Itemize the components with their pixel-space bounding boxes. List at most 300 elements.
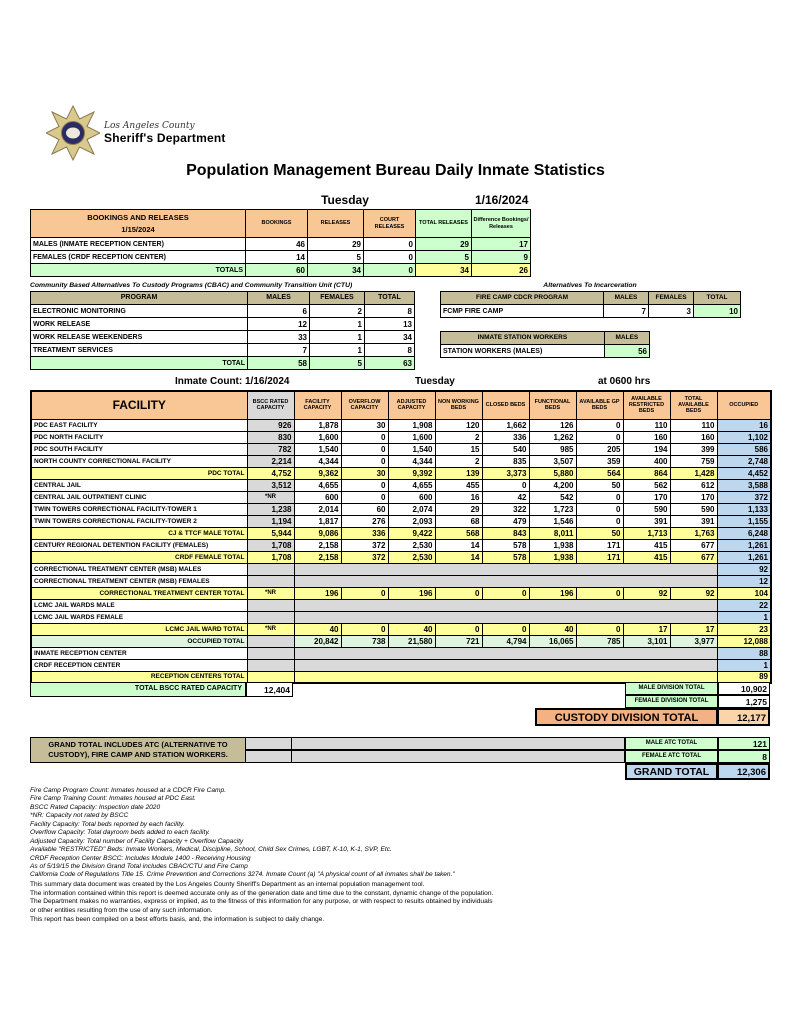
facility-value: 1,723 — [529, 503, 576, 515]
cbac-totals-value: 58 — [248, 357, 310, 370]
facility-col-header: FUNCTIONAL BEDS — [529, 391, 576, 419]
facility-value: 120 — [435, 419, 482, 431]
facility-value: 4,655 — [294, 479, 341, 491]
facility-header-row — [31, 391, 771, 419]
facility-bscc: *NR — [247, 491, 294, 503]
facility-row-label: CRDF RECEPTION CENTER — [31, 659, 247, 671]
cbac-row-label: TREATMENT SERVICES — [31, 344, 248, 357]
facility-occupied: 586 — [717, 443, 771, 455]
facility-value: 590 — [670, 503, 717, 515]
facility-occupied: 6,248 — [717, 527, 771, 539]
col-bookings: BOOKINGS — [246, 210, 308, 238]
facility-col-header: TOTAL AVAILABLE BEDS — [670, 391, 717, 419]
station-workers-table — [440, 331, 650, 358]
facility-value: 3,373 — [482, 467, 529, 479]
facility-span-empty — [294, 599, 717, 611]
col-females: FEMALES — [310, 292, 365, 305]
facility-span-empty — [294, 647, 717, 659]
facility-value: 15 — [435, 443, 482, 455]
facility-value: 4,344 — [294, 455, 341, 467]
facility-value: 600 — [388, 491, 435, 503]
bookings-row — [31, 251, 531, 264]
station-workers-header-row — [441, 332, 650, 345]
facility-value: 5,880 — [529, 467, 576, 479]
cbac-row — [31, 344, 415, 357]
report-day: Tuesday — [321, 193, 369, 207]
facility-value: 2,014 — [294, 503, 341, 515]
facility-bscc: 926 — [247, 419, 294, 431]
station-workers-value: 56 — [604, 345, 649, 358]
facility-value: 1,817 — [294, 515, 341, 527]
facility-value: 3,507 — [529, 455, 576, 467]
col-program: PROGRAM — [31, 292, 248, 305]
facility-value: 677 — [670, 551, 717, 563]
bookings-title-cell — [31, 210, 246, 238]
occupied-total-value: 4,794 — [482, 635, 529, 647]
disclaimer-line: The Department makes no warranties, express or implied, as to the fitness of this information for any purpose, or with respect to results obtained by individuals — [30, 898, 493, 906]
facility-occupied: 1,133 — [717, 503, 771, 515]
facility-row — [31, 467, 771, 479]
facility-row — [31, 563, 771, 575]
facility-value: 40 — [294, 623, 341, 635]
facility-row — [31, 455, 771, 467]
bookings-totals-label: TOTALS — [31, 264, 246, 277]
female-division-value: 1,275 — [718, 695, 770, 708]
facility-value: 372 — [341, 539, 388, 551]
facility-row — [31, 659, 771, 671]
facility-value: 0 — [341, 443, 388, 455]
cbac-value: 33 — [248, 331, 310, 344]
bookings-value: 9 — [472, 251, 531, 264]
col-total-releases: TOTAL RELEASES — [416, 210, 472, 238]
footnote-line: Fire Camp Training Count: Inmates housed at PDC East. — [30, 795, 196, 803]
facility-value: 17 — [623, 623, 670, 635]
bookings-subtitle: 1/15/2024 — [121, 224, 155, 234]
grand-gray-cell-2 — [245, 750, 292, 763]
facility-row-label: INMATE RECEPTION CENTER — [31, 647, 247, 659]
female-division-label: FEMALE DIVISION TOTAL — [625, 695, 718, 708]
facility-value: 1,540 — [294, 443, 341, 455]
occupied-total-value: 16,065 — [529, 635, 576, 647]
facility-row-label: CORRECTIONAL TREATMENT CENTER (MSB) MALES — [31, 563, 247, 575]
cbac-row-label: WORK RELEASE — [31, 318, 248, 331]
facility-bscc: *NR — [247, 623, 294, 635]
facility-value: 4,200 — [529, 479, 576, 491]
facility-value: 170 — [623, 491, 670, 503]
facility-value: 1,428 — [670, 467, 717, 479]
col-total: TOTAL — [365, 292, 415, 305]
facility-value: 2,158 — [294, 551, 341, 563]
facility-bscc: *NR — [247, 587, 294, 599]
facility-value: 479 — [482, 515, 529, 527]
facility-value: 455 — [435, 479, 482, 491]
facility-value: 0 — [576, 491, 623, 503]
occupied-total-value: 721 — [435, 635, 482, 647]
footnote-line: Facility Capacity: Total beds reported by each facility. — [30, 820, 185, 828]
bookings-totals-value: 26 — [472, 264, 531, 277]
facility-value: 0 — [341, 431, 388, 443]
bookings-value: 0 — [364, 251, 416, 264]
facility-row-label: CENTRAL JAIL — [31, 479, 247, 491]
col-males: MALES — [248, 292, 310, 305]
facility-occupied: 23 — [717, 623, 771, 635]
cbac-row — [31, 331, 415, 344]
facility-row — [31, 599, 771, 611]
bookings-value: 46 — [246, 238, 308, 251]
facility-value: 0 — [576, 431, 623, 443]
cbac-value: 1 — [310, 331, 365, 344]
facility-value: 864 — [623, 467, 670, 479]
cbac-value: 2 — [310, 305, 365, 318]
grand-total-value: 12,306 — [718, 763, 770, 780]
facility-value: 985 — [529, 443, 576, 455]
facility-bscc: 1,708 — [247, 551, 294, 563]
facility-value: 30 — [341, 419, 388, 431]
cbac-totals-label: TOTAL — [31, 357, 248, 370]
facility-occupied: 12 — [717, 575, 771, 587]
facility-value: 171 — [576, 539, 623, 551]
cbac-value: 7 — [248, 344, 310, 357]
cbac-value: 8 — [365, 344, 415, 357]
facility-value: 14 — [435, 539, 482, 551]
col-court-releases: COURT RELEASES — [364, 210, 416, 238]
inmate-count-label: Inmate Count: 1/16/2024 — [175, 376, 290, 387]
cbac-row-label: WORK RELEASE WEEKENDERS — [31, 331, 248, 344]
total-bscc-value: 12,404 — [246, 682, 293, 697]
facility-value: 1,262 — [529, 431, 576, 443]
facility-occupied: 1,261 — [717, 551, 771, 563]
facility-row — [31, 515, 771, 527]
disclaimer — [30, 881, 630, 925]
facility-occupied: 1,102 — [717, 431, 771, 443]
cbac-totals-row — [31, 357, 415, 370]
facility-row — [31, 623, 771, 635]
facility-value: 9,422 — [388, 527, 435, 539]
facility-value: 600 — [294, 491, 341, 503]
facility-value: 1,878 — [294, 419, 341, 431]
facility-col-header: AVAILABLE GP BEDS — [576, 391, 623, 419]
inmate-count-time: at 0600 hrs — [598, 376, 651, 387]
facility-value: 194 — [623, 443, 670, 455]
facility-value: 14 — [435, 551, 482, 563]
facility-row-label: LCMC JAIL WARDS MALE — [31, 599, 247, 611]
fire-camp-table — [440, 291, 741, 318]
facility-statistics-table — [30, 390, 772, 684]
facility-row-label: TWIN TOWERS CORRECTIONAL FACILITY-TOWER 1 — [31, 503, 247, 515]
bookings-totals-value: 0 — [364, 264, 416, 277]
facility-value: 160 — [623, 431, 670, 443]
facility-value: 171 — [576, 551, 623, 563]
station-workers-label: STATION WORKERS (MALES) — [441, 345, 605, 358]
facility-value: 2,074 — [388, 503, 435, 515]
facility-value: 1,546 — [529, 515, 576, 527]
male-atc-label: MALE ATC TOTAL — [625, 737, 718, 750]
facility-value: 0 — [341, 479, 388, 491]
facility-value: 336 — [482, 431, 529, 443]
facility-bscc-empty — [247, 611, 294, 623]
facility-value: 110 — [670, 419, 717, 431]
facility-span-empty — [294, 659, 717, 671]
facility-span-empty — [294, 611, 717, 623]
facility-value: 415 — [623, 551, 670, 563]
facility-row — [31, 443, 771, 455]
male-division-total-row — [625, 682, 770, 695]
facility-value: 0 — [341, 455, 388, 467]
facility-bscc: 1,238 — [247, 503, 294, 515]
occupied-total-value: 3,977 — [670, 635, 717, 647]
facility-value: 4,655 — [388, 479, 435, 491]
facility-occupied: 1 — [717, 659, 771, 671]
facility-row-label: PDC SOUTH FACILITY — [31, 443, 247, 455]
facility-value: 9,392 — [388, 467, 435, 479]
total-bscc-rated-capacity-row — [30, 682, 293, 697]
facility-value: 0 — [341, 491, 388, 503]
facility-value: 578 — [482, 539, 529, 551]
facility-value: 196 — [388, 587, 435, 599]
facility-bscc-empty — [247, 575, 294, 587]
facility-occupied: 16 — [717, 419, 771, 431]
bookings-value: 17 — [472, 238, 531, 251]
occupied-total-value: 785 — [576, 635, 623, 647]
bookings-row-label: MALES (INMATE RECEPTION CENTER) — [31, 238, 246, 251]
footnote-line: California Code of Regulations Title 15. Crime Prevention and Corrections 3274. Inmate Count (a) "A physical count of all inmates shall be taken." — [30, 871, 455, 879]
facility-value: 16 — [435, 491, 482, 503]
cbac-value: 1 — [310, 318, 365, 331]
footnote-line: Available "RESTRICTED" Beds: Inmate Workers, Medical, Discipline, School, Child Sex Crimes, LGBT, K-10, K-1, SVP, Etc. — [30, 846, 392, 854]
cbac-title: Community Based Alternatives To Custody Programs (CBAC) and Community Transition Unit (CTU) — [30, 282, 353, 289]
cbac-value: 12 — [248, 318, 310, 331]
facility-value: 562 — [623, 479, 670, 491]
bookings-value: 0 — [364, 238, 416, 251]
facility-value: 2 — [435, 431, 482, 443]
col-females: FEMALES — [649, 292, 694, 305]
facility-row — [31, 587, 771, 599]
custody-division-total-row — [535, 708, 770, 726]
male-division-label: MALE DIVISION TOTAL — [625, 682, 718, 695]
female-atc-value: 8 — [718, 750, 770, 763]
disclaimer-line: This summary data document was created by the Los Angeles County Sheriff's Department as an internal population management tool. — [30, 881, 425, 888]
facility-row-label: PDC NORTH FACILITY — [31, 431, 247, 443]
footnotes — [30, 787, 590, 880]
inmate-count-day: Tuesday — [415, 376, 455, 387]
station-workers-row — [441, 345, 650, 358]
facility-bscc: 1,708 — [247, 539, 294, 551]
facility-occupied: 92 — [717, 563, 771, 575]
facility-value: 139 — [435, 467, 482, 479]
page-title: Population Management Bureau Daily Inmate Statistics — [186, 162, 605, 179]
facility-value: 0 — [576, 623, 623, 635]
col-total: TOTAL — [694, 292, 741, 305]
logo-county-text: Los Angeles County — [104, 121, 195, 131]
facility-value: 372 — [341, 551, 388, 563]
facility-value: 40 — [529, 623, 576, 635]
facility-value: 92 — [623, 587, 670, 599]
facility-bscc: 1,194 — [247, 515, 294, 527]
facility-value: 391 — [670, 515, 717, 527]
col-males: MALES — [604, 292, 649, 305]
facility-value: 0 — [435, 623, 482, 635]
facility-row-label: TWIN TOWERS CORRECTIONAL FACILITY-TOWER 2 — [31, 515, 247, 527]
col-difference: Difference Bookings/ Releases — [472, 210, 531, 238]
facility-value: 0 — [482, 587, 529, 599]
facility-occupied: 3,588 — [717, 479, 771, 491]
department-logo — [46, 104, 226, 162]
facility-value: 322 — [482, 503, 529, 515]
facility-value: 0 — [435, 587, 482, 599]
facility-value: 542 — [529, 491, 576, 503]
cbac-table — [30, 291, 415, 370]
facility-occupied: 4,452 — [717, 467, 771, 479]
facility-value: 2 — [435, 455, 482, 467]
col-inmate-station-workers: INMATE STATION WORKERS — [441, 332, 605, 345]
facility-value: 50 — [576, 527, 623, 539]
facility-col-header: CLOSED BEDS — [482, 391, 529, 419]
facility-value: 1,908 — [388, 419, 435, 431]
fire-camp-males: 7 — [604, 305, 649, 318]
facility-value: 196 — [529, 587, 576, 599]
facility-bscc-empty — [247, 635, 294, 647]
bookings-totals-row — [31, 264, 531, 277]
facility-value: 759 — [670, 455, 717, 467]
bookings-row — [31, 238, 531, 251]
facility-value: 92 — [670, 587, 717, 599]
facility-span-empty — [294, 575, 717, 587]
facility-row-label: CENTRAL JAIL OUTPATIENT CLINIC — [31, 491, 247, 503]
custody-division-label: CUSTODY DIVISION TOTAL — [535, 708, 718, 726]
facility-bscc-empty — [247, 647, 294, 659]
facility-value: 1,938 — [529, 539, 576, 551]
facility-row — [31, 575, 771, 587]
report-date: 1/16/2024 — [475, 193, 529, 207]
female-atc-total-row — [625, 750, 770, 763]
facility-row — [31, 491, 771, 503]
facility-value: 843 — [482, 527, 529, 539]
facility-value: 0 — [482, 479, 529, 491]
bookings-releases-table — [30, 209, 531, 277]
occupied-total-value: 3,101 — [623, 635, 670, 647]
facility-value: 29 — [435, 503, 482, 515]
female-division-total-row — [625, 695, 770, 708]
facility-value: 590 — [623, 503, 670, 515]
facility-row-label: CENTURY REGIONAL DETENTION FACILITY (FEMALES) — [31, 539, 247, 551]
bookings-value: 29 — [308, 238, 364, 251]
facility-bscc-empty — [247, 599, 294, 611]
facility-value: 578 — [482, 551, 529, 563]
facility-value: 400 — [623, 455, 670, 467]
facility-row — [31, 503, 771, 515]
facility-col-header: FACILITY — [31, 391, 247, 419]
male-atc-total-row — [625, 737, 770, 750]
occupied-total-value: 21,580 — [388, 635, 435, 647]
footnote-line: CRDF Reception Center BSCC: Includes Module 1400 - Receiving Housing — [30, 854, 251, 862]
facility-value: 612 — [670, 479, 717, 491]
facility-row-label: CORRECTIONAL TREATMENT CENTER (MSB) FEMALES — [31, 575, 247, 587]
facility-value: 1,540 — [388, 443, 435, 455]
cbac-value: 13 — [365, 318, 415, 331]
fire-camp-total: 10 — [694, 305, 741, 318]
facility-value: 336 — [341, 527, 388, 539]
facility-col-header: AVAILABLE RESTRICTED BEDS — [623, 391, 670, 419]
facility-value: 50 — [576, 479, 623, 491]
logo-department-text: Sheriff's Department — [104, 131, 226, 145]
facility-value: 1,713 — [623, 527, 670, 539]
facility-value: 9,362 — [294, 467, 341, 479]
facility-row — [31, 479, 771, 491]
facility-bscc: 2,214 — [247, 455, 294, 467]
facility-occupied: 372 — [717, 491, 771, 503]
reception-total-label: RECEPTION CENTERS TOTAL — [31, 671, 247, 683]
facility-occupied: 1,155 — [717, 515, 771, 527]
facility-row — [31, 431, 771, 443]
facility-total-label: CORRECTIONAL TREATMENT CENTER TOTAL — [31, 587, 247, 599]
facility-value: 415 — [623, 539, 670, 551]
facility-value: 1,763 — [670, 527, 717, 539]
footnote-line: Adjusted Capacity: Total number of Facility Capacity + Overflow Capacity — [30, 837, 244, 845]
grand-gray-cell-1 — [245, 737, 292, 750]
facility-value: 110 — [623, 419, 670, 431]
facility-value: 0 — [341, 587, 388, 599]
facility-bscc-empty — [247, 563, 294, 575]
bookings-row-label: FEMALES (CRDF RECEPTION CENTER) — [31, 251, 246, 264]
facility-value: 359 — [576, 455, 623, 467]
total-bscc-label: TOTAL BSCC RATED CAPACITY — [30, 682, 246, 697]
facility-bscc: 830 — [247, 431, 294, 443]
grand-gray-bar-1 — [291, 737, 625, 750]
cbac-totals-value: 63 — [365, 357, 415, 370]
grand-gray-bar-2 — [291, 750, 625, 763]
facility-value: 126 — [529, 419, 576, 431]
cbac-value: 6 — [248, 305, 310, 318]
male-division-value: 10,902 — [718, 682, 770, 695]
facility-col-header: OVERFLOW CAPACITY — [341, 391, 388, 419]
bookings-totals-value: 34 — [416, 264, 472, 277]
bookings-value: 29 — [416, 238, 472, 251]
facility-value: 60 — [341, 503, 388, 515]
cbac-value: 8 — [365, 305, 415, 318]
bookings-title: BOOKINGS AND RELEASES — [87, 213, 189, 223]
cbac-value: 34 — [365, 331, 415, 344]
facility-bscc: 4,752 — [247, 467, 294, 479]
facility-row — [31, 539, 771, 551]
female-atc-label: FEMALE ATC TOTAL — [625, 750, 718, 763]
facility-bscc-empty — [247, 659, 294, 671]
facility-caption — [0, 376, 791, 389]
facility-col-header: BSCC RATED CAPACITY — [247, 391, 294, 419]
disclaimer-line: The information contained within this report is deemed accurate only as of the generation date and time due to the constant, dynamic change of the population. — [30, 889, 494, 897]
facility-value: 835 — [482, 455, 529, 467]
alternatives-title: Alternatives To Incarceration — [543, 282, 637, 289]
footnote-line: As of 5/19/15 the Division Grand Total includes CBAC/CTU and Fire Camp — [30, 862, 248, 870]
facility-value: 17 — [670, 623, 717, 635]
footnote-line: Fire Camp Program Count: Inmates housed at a CDCR Fire Camp. — [30, 787, 227, 794]
facility-occupied: 1 — [717, 611, 771, 623]
facility-bscc: 3,512 — [247, 479, 294, 491]
occupied-total-value: 20,842 — [294, 635, 341, 647]
facility-col-header: OCCUPIED — [717, 391, 771, 419]
facility-row — [31, 611, 771, 623]
facility-occupied: 2,748 — [717, 455, 771, 467]
fire-camp-females: 3 — [649, 305, 694, 318]
facility-value: 568 — [435, 527, 482, 539]
facility-total-label: CJ & TTCF MALE TOTAL — [31, 527, 247, 539]
facility-value: 4,344 — [388, 455, 435, 467]
facility-occupied: 22 — [717, 599, 771, 611]
facility-value: 677 — [670, 539, 717, 551]
facility-occupied: 104 — [717, 587, 771, 599]
facility-col-header: NON WORKING BEDS — [435, 391, 482, 419]
facility-occupied: 1,261 — [717, 539, 771, 551]
facility-value: 8,011 — [529, 527, 576, 539]
